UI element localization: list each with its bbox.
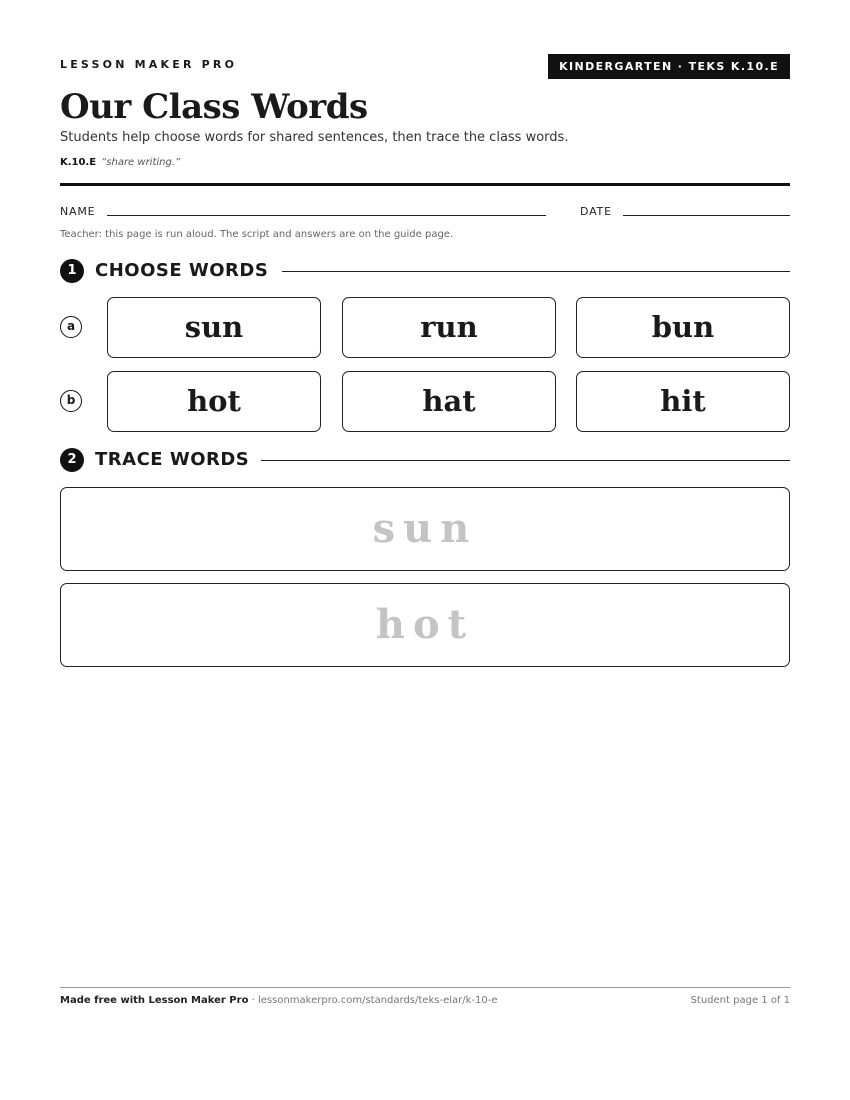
section-choose-words: [60, 258, 790, 284]
row-letter-b: b: [60, 390, 82, 412]
word-choice-hot[interactable]: hot: [107, 371, 321, 432]
trace-word-sun[interactable]: sun: [60, 487, 790, 571]
footer-url[interactable]: lessonmakerpro.com/standards/teks-elar/k-10-e: [257, 995, 498, 1006]
word-choice-run[interactable]: run: [342, 297, 556, 358]
footer-divider: [60, 987, 790, 988]
footer-separator: ·: [248, 995, 258, 1006]
footer-credit: [60, 995, 498, 1006]
word-choice-sun[interactable]: sun: [107, 297, 321, 358]
teacher-note: Teacher: this page is run aloud. The script and answers are on the guide page.: [60, 229, 454, 240]
brand-name: LESSON MAKER PRO: [60, 58, 238, 71]
footer-made-with: Made free with Lesson Maker Pro: [60, 995, 249, 1006]
row-letter-a: a: [60, 316, 82, 338]
standard-text: “share writing.”: [101, 157, 181, 168]
standard-reference: [60, 157, 180, 168]
page-subtitle: Students help choose words for shared sentences, then trace the class words.: [60, 130, 569, 145]
grade-standard-badge: KINDERGARTEN · TEKS K.10.E: [548, 54, 790, 79]
trace-word-hot[interactable]: hot: [60, 583, 790, 667]
name-field[interactable]: [107, 215, 546, 216]
date-label: DATE: [580, 205, 612, 218]
name-label: NAME: [60, 205, 96, 218]
section-number-badge: 2: [60, 448, 84, 472]
section-rule: [260, 460, 790, 461]
standard-code: K.10.E: [60, 157, 97, 168]
section-number-badge: 1: [60, 259, 84, 283]
section-title: TRACE WORDS: [95, 447, 261, 473]
word-choice-bun[interactable]: bun: [576, 297, 790, 358]
footer-page-number: Student page 1 of 1: [690, 995, 790, 1006]
section-rule: [282, 271, 790, 272]
page-title: Our Class Words: [60, 87, 368, 127]
word-choice-hat[interactable]: hat: [342, 371, 556, 432]
section-trace-words: [60, 447, 790, 473]
word-choice-hit[interactable]: hit: [576, 371, 790, 432]
header-divider: [60, 183, 790, 186]
worksheet-page: [60, 0, 790, 1100]
section-title: CHOOSE WORDS: [95, 258, 280, 284]
date-field[interactable]: [623, 215, 790, 216]
